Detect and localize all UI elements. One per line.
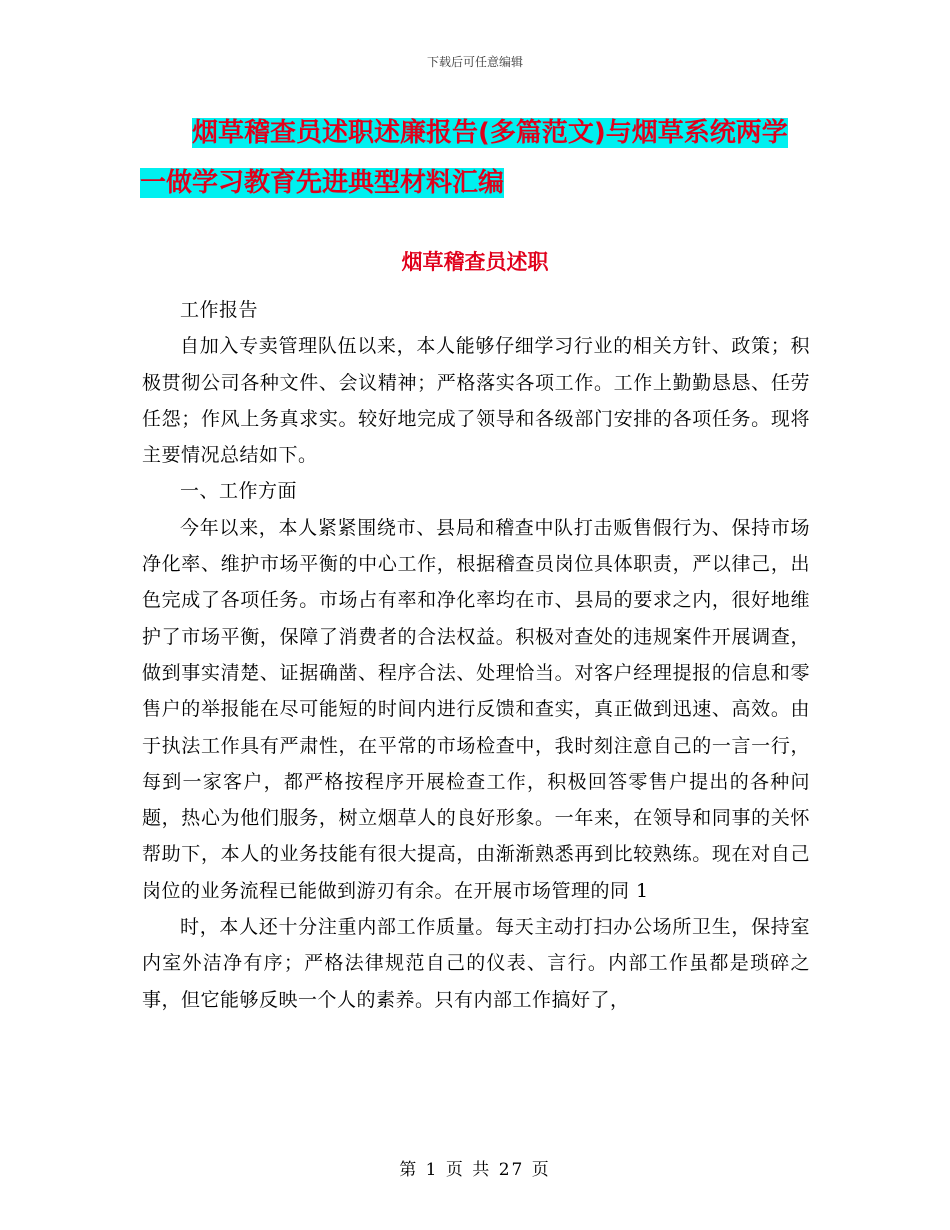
title-line-1-text: 烟草稽查员述职述廉报告(多篇范文)与烟草系统两学 [192, 118, 788, 148]
document-title [140, 108, 810, 208]
paragraph-report-heading: 工作报告 [180, 299, 259, 321]
paragraph-intro: 自加入专卖管理队伍以来，本人能够仔细学习行业的相关方针、政策；积极贯彻公司各种文件、会议精神；严格落实各项工作。工作上勤勤恳恳、任劳任怨；作风上务真求实。较好地完成了领导和各级部门安排的各项任务。现将主要情况总结如下。 [142, 335, 810, 467]
paragraph-work-heading: 一、工作方面 [180, 480, 298, 503]
title-line-2 [140, 158, 810, 208]
section-title: 烟草稽查员述职 [401, 250, 549, 274]
title-line-1 [140, 108, 810, 158]
paragraph-internal-work: 时，本人还十分注重内部工作质量。每天主动打扫办公场所卫生，保持室内室外洁净有序；严格法律规范自己的仪表、言行。内部工作虽都是琐碎之事，但它能够反映一个人的素养。只有内部工作搞好了， [142, 916, 810, 1011]
paragraph-work-details: 今年以来，本人紧紧围绕市、县局和稽查中队打击贩售假行为、保持市场净化率、维护市场平衡的中心工作，根据稽查员岗位具体职责，严以律己，出色完成了各项任务。市场占有率和净化率均在市、县局的要求之内，很好地维护了市场平衡，保障了消费者的合法权益。积极对查处的违规案件开展调查，做到事实清楚、证据确凿、程序合法、处理恰当。对客户经理提报的信息和零售户的举报能在尽可能短的时间内进行反馈和查实，真正做到迅速、高效。由于执法工作具有严肃性，在平常的市场检查中，我时刻注意自己的一言一行，每到一家客户，都严格按程序开展检查工作，积极回答零售户提出的各种问题，热心为他们服务，树立烟草人的良好形象。一年来，在领导和同事的关怀帮助下，本人的业务技能有很大提高，由渐渐熟悉再到比较熟练。现在对自己岗位的业务流程已能做到游刃有余。在开展市场管理的同 1 [142, 516, 810, 902]
header-note: 下载后可任意编辑 [426, 55, 523, 69]
page-footer: 第 1 页 共 27 页 [399, 1160, 551, 1180]
body-text [142, 292, 810, 1018]
title-line-2-text: 一做学习教育先进典型材料汇编 [140, 168, 505, 198]
